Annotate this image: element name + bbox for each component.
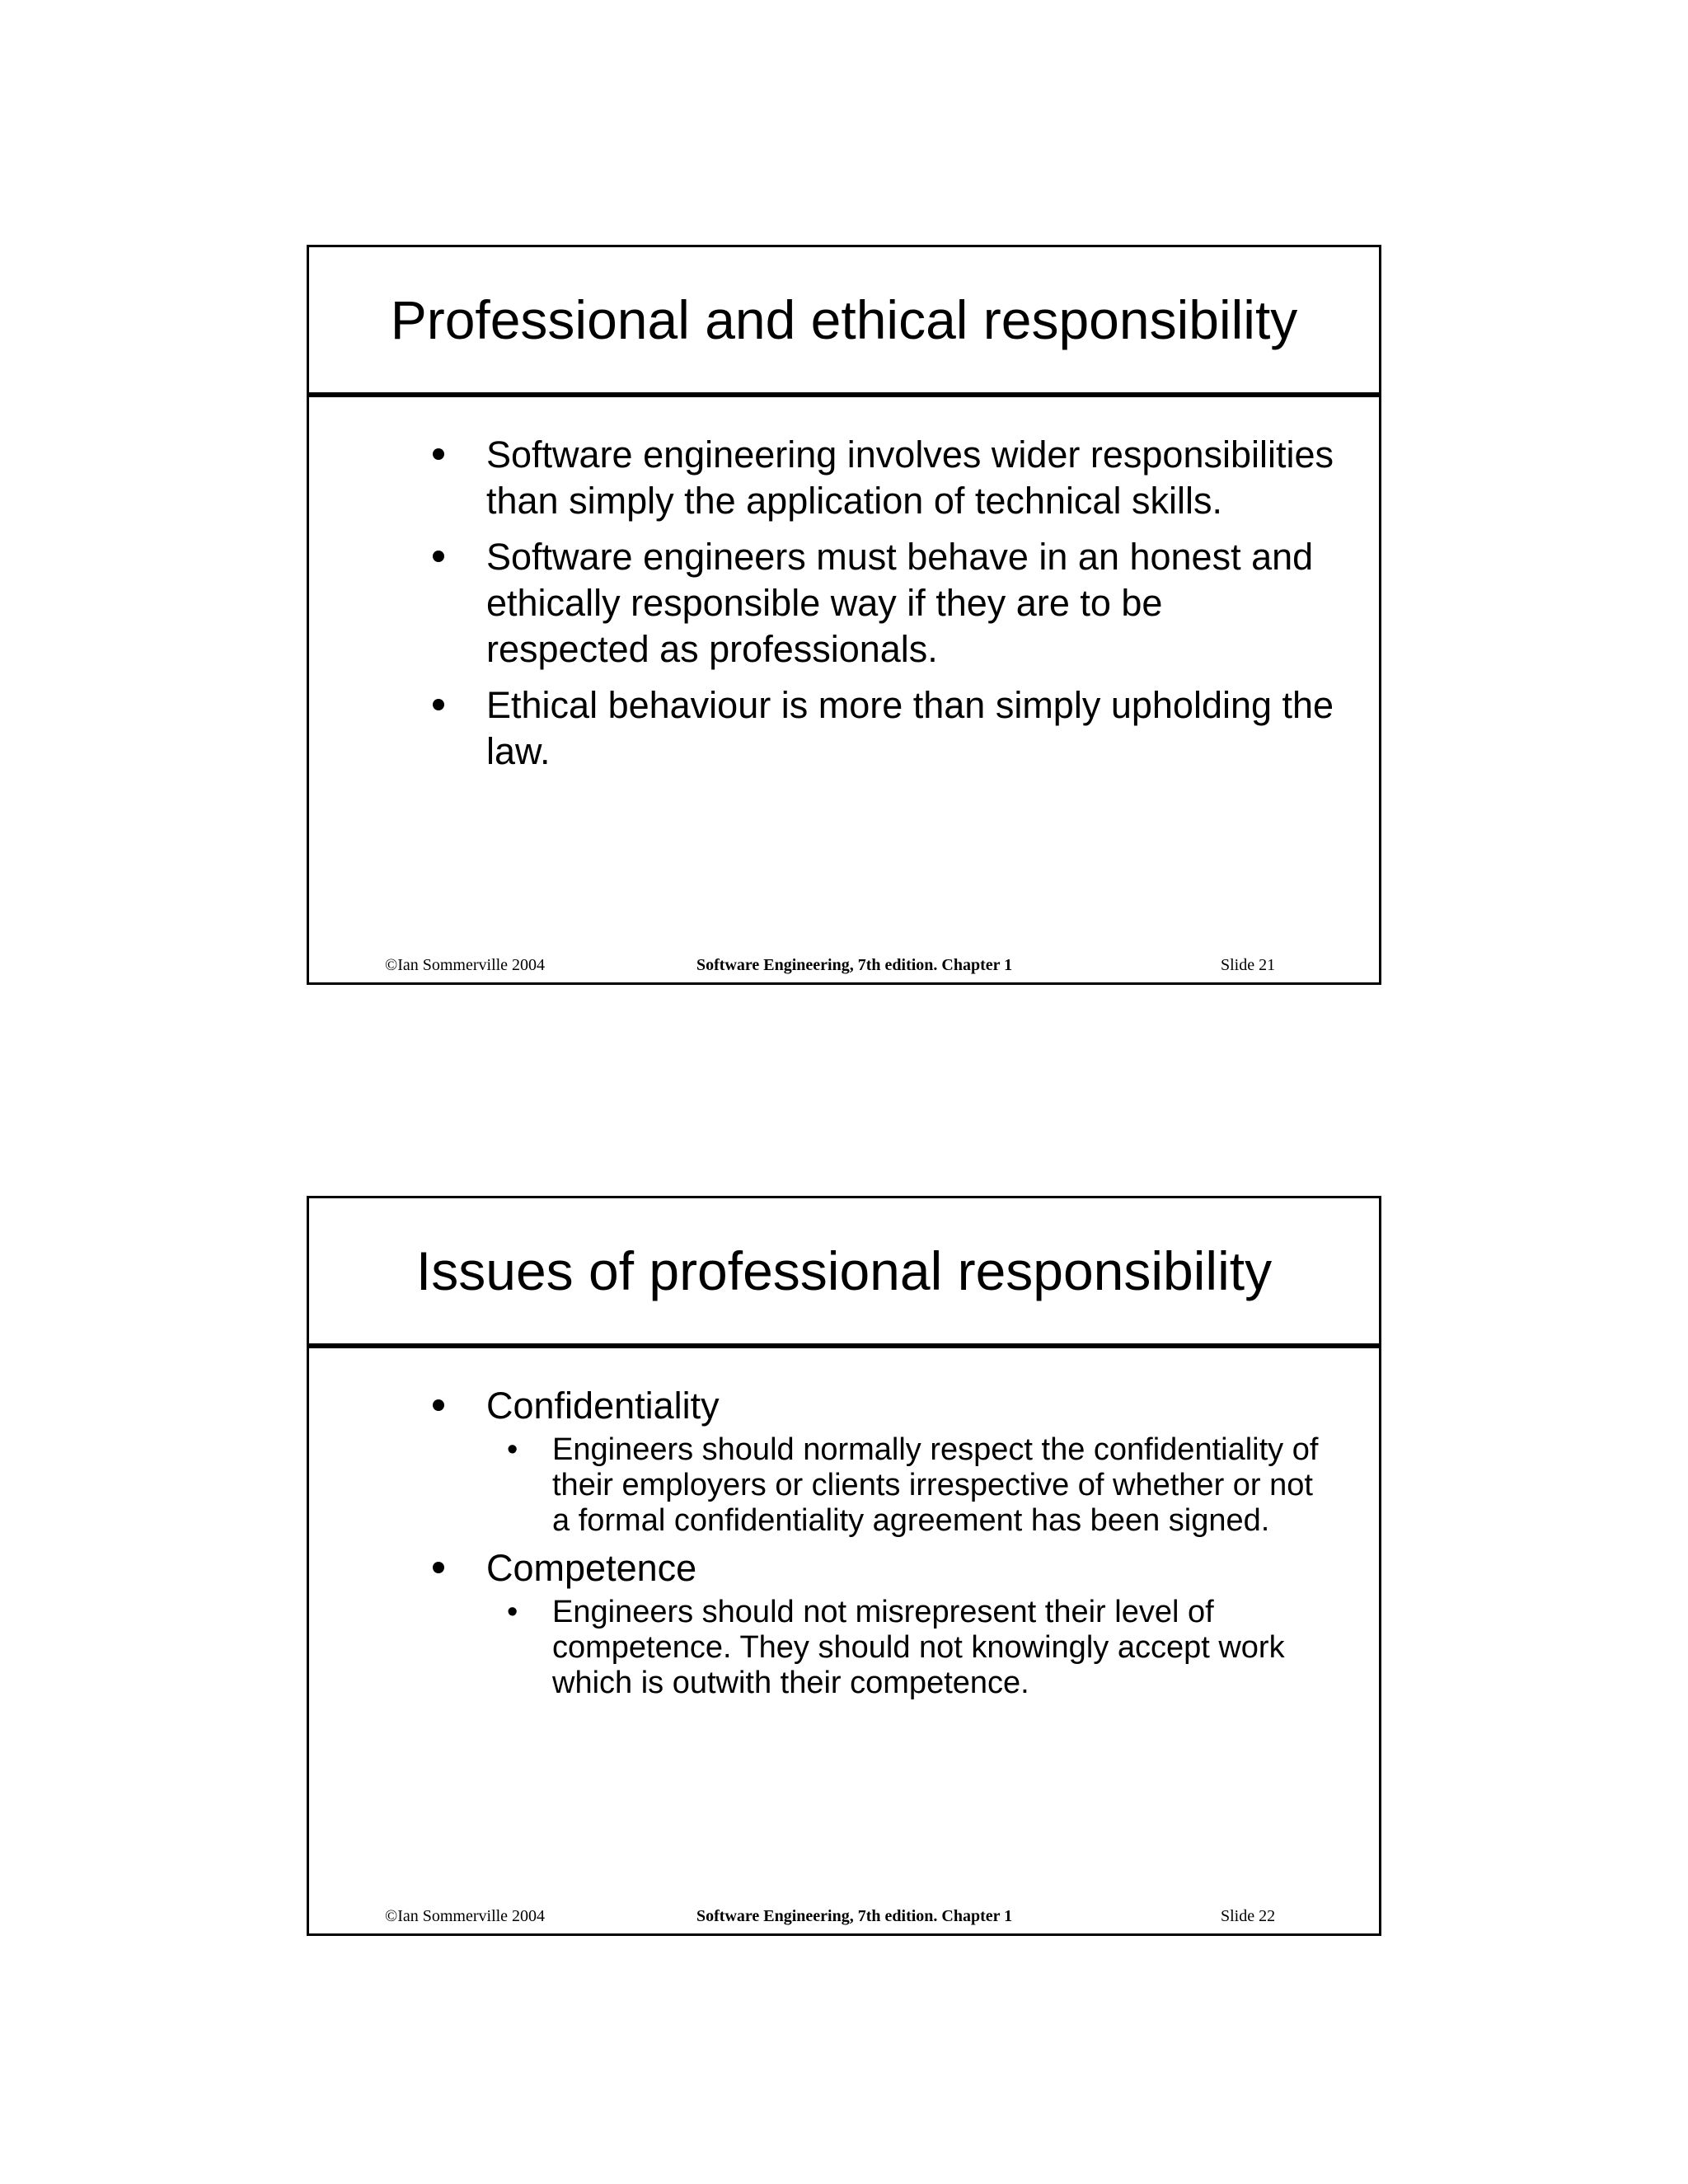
sub-bullet-list [309,1432,1379,1539]
footer-slide-number: Slide 22 [1221,1907,1276,1925]
slide-footer [309,1907,1379,1927]
slide-21 [307,245,1381,985]
footer-slide-number: Slide 21 [1221,956,1276,974]
bullet-item [309,1545,1379,1591]
sub-bullet-list [309,1595,1379,1701]
slide-title: Professional and ethical responsibility [390,289,1298,350]
sub-bullet-text: Engineers should normally respect the confidentiality of their employers or clients irrespective of whether or not a formal confidentiality agreement has been signed. [552,1432,1319,1538]
sub-bullet-icon: • [507,1432,518,1467]
bullet-dot-icon [433,1399,444,1411]
bullet-dot-icon [433,551,444,562]
bullet-text: Software engineering involves wider responsibilities than simply the application of technical skills. [486,434,1334,522]
slide-title: Issues of professional responsibility [415,1240,1273,1301]
bullet-dot-icon [433,699,444,710]
bullet-item [309,432,1379,524]
slide-footer [309,956,1379,976]
sub-bullet-item [309,1595,1379,1701]
sub-bullet-text: Engineers should not misrepresent their level of competence. They should not knowingly accept work which is outwith their competence. [552,1595,1285,1700]
bullet-dot-icon [433,1562,444,1573]
footer-book-title: Software Engineering, 7th edition. Chapter 1 [696,1907,1013,1925]
slide-22 [307,1196,1381,1936]
bullet-list [309,432,1379,785]
bullet-text: Software engineers must behave in an honest and ethically responsible way if they are to be respected as professionals. [486,536,1314,670]
bullet-text: Confidentiality [486,1385,720,1427]
footer-copyright: ©Ian Sommerville 2004 [385,956,546,974]
bullet-dot-icon [433,448,444,460]
sub-bullet-icon: • [507,1595,518,1629]
footer-copyright: ©Ian Sommerville 2004 [385,1907,546,1925]
title-divider [309,392,1379,397]
bullet-item [309,1383,1379,1429]
bullet-item [309,682,1379,775]
bullet-text: Competence [486,1547,697,1589]
bullet-item [309,534,1379,673]
title-divider [309,1343,1379,1348]
footer-book-title: Software Engineering, 7th edition. Chapter 1 [696,956,1013,974]
sub-bullet-item [309,1432,1379,1539]
bullet-list [309,1383,1379,1708]
bullet-text: Ethical behaviour is more than simply upholding the law. [486,684,1334,772]
